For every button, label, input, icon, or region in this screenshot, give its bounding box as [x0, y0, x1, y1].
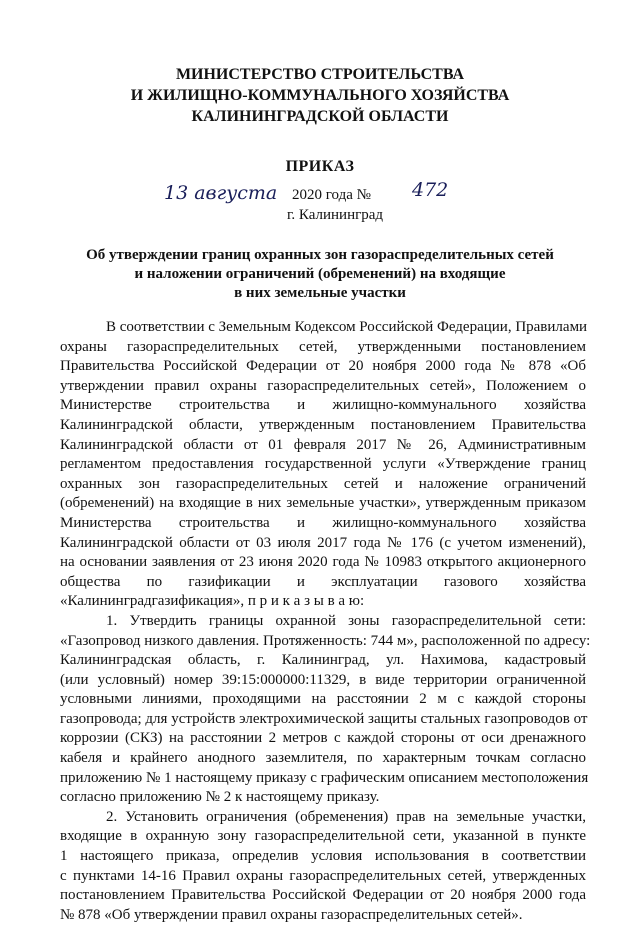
body-line: приложению № 1 настоящему приказу с графическим описанием местоположения: [60, 769, 589, 786]
body-line: 2. Установить ограничения (обременения) прав на земельные участки,: [106, 808, 586, 825]
body-line: охранных зон газораспределительных сетей и наложение ограничений: [60, 475, 586, 492]
paragraph-item-2: [60, 808, 586, 925]
body-line: условными линиями, проходящими на расстоянии 2 м с каждой стороны: [60, 691, 586, 708]
order-year-label: 2020 года №: [292, 187, 371, 203]
handwritten-order-number: 472: [412, 179, 449, 201]
body-line: (или условный) номер 39:15:000000:11329, в виде территории ограниченной: [60, 671, 586, 688]
body-line: входящие в охранную зону газораспределительной сети, указанной в пункте: [60, 828, 586, 845]
body-line: В соответствии с Земельным Кодексом Российской Федерации, Правилами: [106, 319, 588, 335]
body-line: Калининградской области от 01 февраля 2017 № 26, Административным: [60, 436, 586, 453]
order-date-line: [160, 179, 480, 208]
order-body: [60, 318, 591, 925]
body-line: Министерства строительства и жилищно-коммунального хозяйства: [60, 514, 586, 531]
body-line: Калининградской области, утвержденным постановлением Правительства: [60, 416, 586, 433]
body-line: «Калининградгазификация», п р и к а з ы в а ю:: [60, 593, 365, 610]
order-title: ПРИКАЗ: [285, 158, 355, 175]
body-line: с пунктами 14-16 Правил охраны газораспределительных сетей, утвержденных: [60, 867, 586, 884]
ministry-line: КАЛИНИНГРАДСКОЙ ОБЛАСТИ: [191, 108, 449, 125]
body-line: Правительства Российской Федерации от 20 ноября 2000 года № 878 «Об: [60, 358, 586, 375]
order-city: г. Калининград: [286, 207, 384, 223]
body-line: газопровода; для устройств электрохимической защиты стальных газопроводов от: [60, 710, 588, 727]
body-line: 1. Утвердить границы охранной зоны газораспределительной сети:: [106, 612, 586, 629]
paragraph-preamble: [60, 318, 586, 612]
body-line: охраны газораспределительных сетей, утвержденными постановлением: [60, 338, 586, 355]
handwritten-date: 13 августа: [164, 182, 278, 204]
subject-line: в них земельные участки: [234, 285, 406, 301]
body-line: общества по газификации и эксплуатации газового хозяйства: [60, 573, 586, 590]
body-line: постановлением Правительства Российской Федерации от 20 ноября 2000 года: [60, 887, 586, 904]
body-line: регламентом предоставления государственной услуги «Утверждение границ: [60, 456, 586, 473]
ministry-header: [60, 64, 580, 127]
body-line: Калининградская область, г. Калининград, ул. Нахимова, кадастровый: [60, 652, 586, 669]
body-line: «Газопровод низкого давления. Протяженность: 744 м», расположенной по адресу:: [60, 632, 591, 649]
body-line: на основании заявления от 23 июня 2020 года № 10983 открытого акционерного: [60, 554, 586, 571]
body-line: коррозии (СКЗ) на расстоянии 2 метров с каждой стороны от оси дренажного: [60, 730, 586, 747]
paragraph-item-1: [60, 612, 591, 808]
body-line: утверждении правил охраны газораспределительных сетей», Положением о: [60, 377, 586, 394]
body-line: Калининградской области от 03 июля 2017 года № 176 (с учетом изменений),: [60, 534, 586, 551]
body-line: кабеля и крайнего анодного заземлителя, по характерным точкам согласно: [60, 750, 586, 767]
order-subject: [70, 246, 570, 303]
body-line: согласно приложению № 2 к настоящему приказу.: [60, 789, 380, 806]
subject-line: Об утверждении границ охранных зон газораспределительных сетей: [86, 247, 554, 263]
ministry-line: МИНИСТЕРСТВО СТРОИТЕЛЬСТВА: [175, 66, 465, 83]
body-line: (обременений) на входящие в них земельные участки», утвержденным приказом: [60, 495, 586, 512]
ministry-line: И ЖИЛИЩНО-КОММУНАЛЬНОГО ХОЗЯЙСТВА: [130, 87, 510, 104]
body-line: 1 настоящего приказа, определив условия использования в соответствии: [60, 848, 586, 865]
body-line: № 878 «Об утверждении правил охраны газораспределительных сетей».: [60, 906, 523, 923]
body-line: Министерстве строительства и жилищно-коммунального хозяйства: [60, 397, 586, 414]
subject-line: и наложении ограничений (обременений) на входящие: [134, 266, 506, 282]
